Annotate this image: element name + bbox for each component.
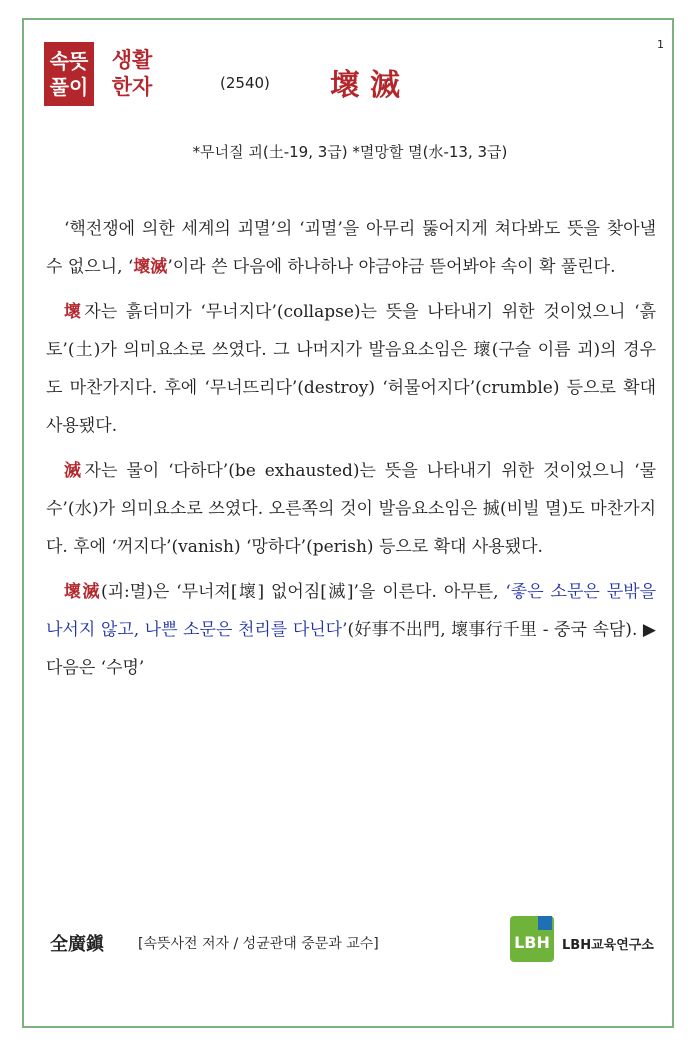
text: ’이라 쓴 다음에 하나하나 야금야금 뜯어봐야 속이 확 풀린다. <box>167 257 616 277</box>
logo-text: 생활 <box>111 48 153 72</box>
page-title: 壞滅 <box>330 68 410 103</box>
logo-text: 속뜻 <box>49 49 89 73</box>
highlight-char: 壞 <box>64 302 85 322</box>
highlight-char: 滅 <box>64 461 85 481</box>
text: ‘핵전쟁에 의한 세계의 괴멸’의 ‘괴멸’을 아무리 뚫어지게 쳐다봐도 뜻을 찾아낼 수 없으니, ‘ <box>46 219 656 277</box>
text: 자는 흙더미가 ‘무너지다’(collapse)는 뜻을 나타내기 위한 것이었으니 ‘흙 토’(土)가 의미요소로 쓰였다. 그 나머지가 발음요소임은 瓌(구슬 이름 괴)의 경우도 마찬가지다. 후에 ‘무너뜨리다’(destroy) ‘허물어지다’(crumble) 등으로 확대 사용됐다. <box>46 302 656 436</box>
org-name: LBH교육연구소 <box>562 938 654 953</box>
page-number: 1 <box>657 38 664 51</box>
highlight-term: 壞滅 <box>64 582 101 602</box>
article-body <box>46 210 656 694</box>
author-name: 全廣鎭 <box>50 934 104 955</box>
highlight-term: 壞滅 <box>133 257 168 277</box>
author-description: [속뜻사전 저자 / 성균관대 중문과 교수] <box>138 936 379 952</box>
paragraph-summary <box>46 573 656 687</box>
text: (好事不出門, 壞事行千里 - 중국 속담). ▶ 다음은 ‘수명’ <box>46 620 657 678</box>
paragraph-intro <box>46 210 656 286</box>
series-logo-left <box>44 42 94 106</box>
text: (괴:멸)은 ‘무너져[壞] 없어짐[滅]’을 이른다. 아무튼, <box>101 582 506 602</box>
proverb-quote: ‘좋은 소문은 문밖을 나서지 않고, 나쁜 소문은 천리를 다닌다’ <box>46 582 656 640</box>
paragraph-char1 <box>46 293 656 445</box>
series-logo-right <box>94 42 170 106</box>
paragraph-char2 <box>46 452 656 566</box>
character-info: *무너질 괴(土-19, 3급) *멸망할 멸(水-13, 3급) <box>192 143 508 161</box>
series-logo <box>44 42 170 106</box>
article-number: (2540) <box>220 74 270 92</box>
logo-text: 풀이 <box>49 75 89 99</box>
org-logo-icon <box>508 914 556 964</box>
text: 자는 물이 ‘다하다’(be exhausted)는 뜻을 나타내기 위한 것이었으니 ‘물 수’(水)가 의미요소로 쓰였다. 오른쪽의 것이 발음요소임은 搣(비빌 멸)도 마찬가지다. 후에 ‘꺼지다’(vanish) ‘망하다’(perish) 등으로 확대 사용됐다. <box>46 461 656 557</box>
logo-text: 한자 <box>111 75 153 99</box>
org-logo-text: LBH <box>514 933 550 952</box>
